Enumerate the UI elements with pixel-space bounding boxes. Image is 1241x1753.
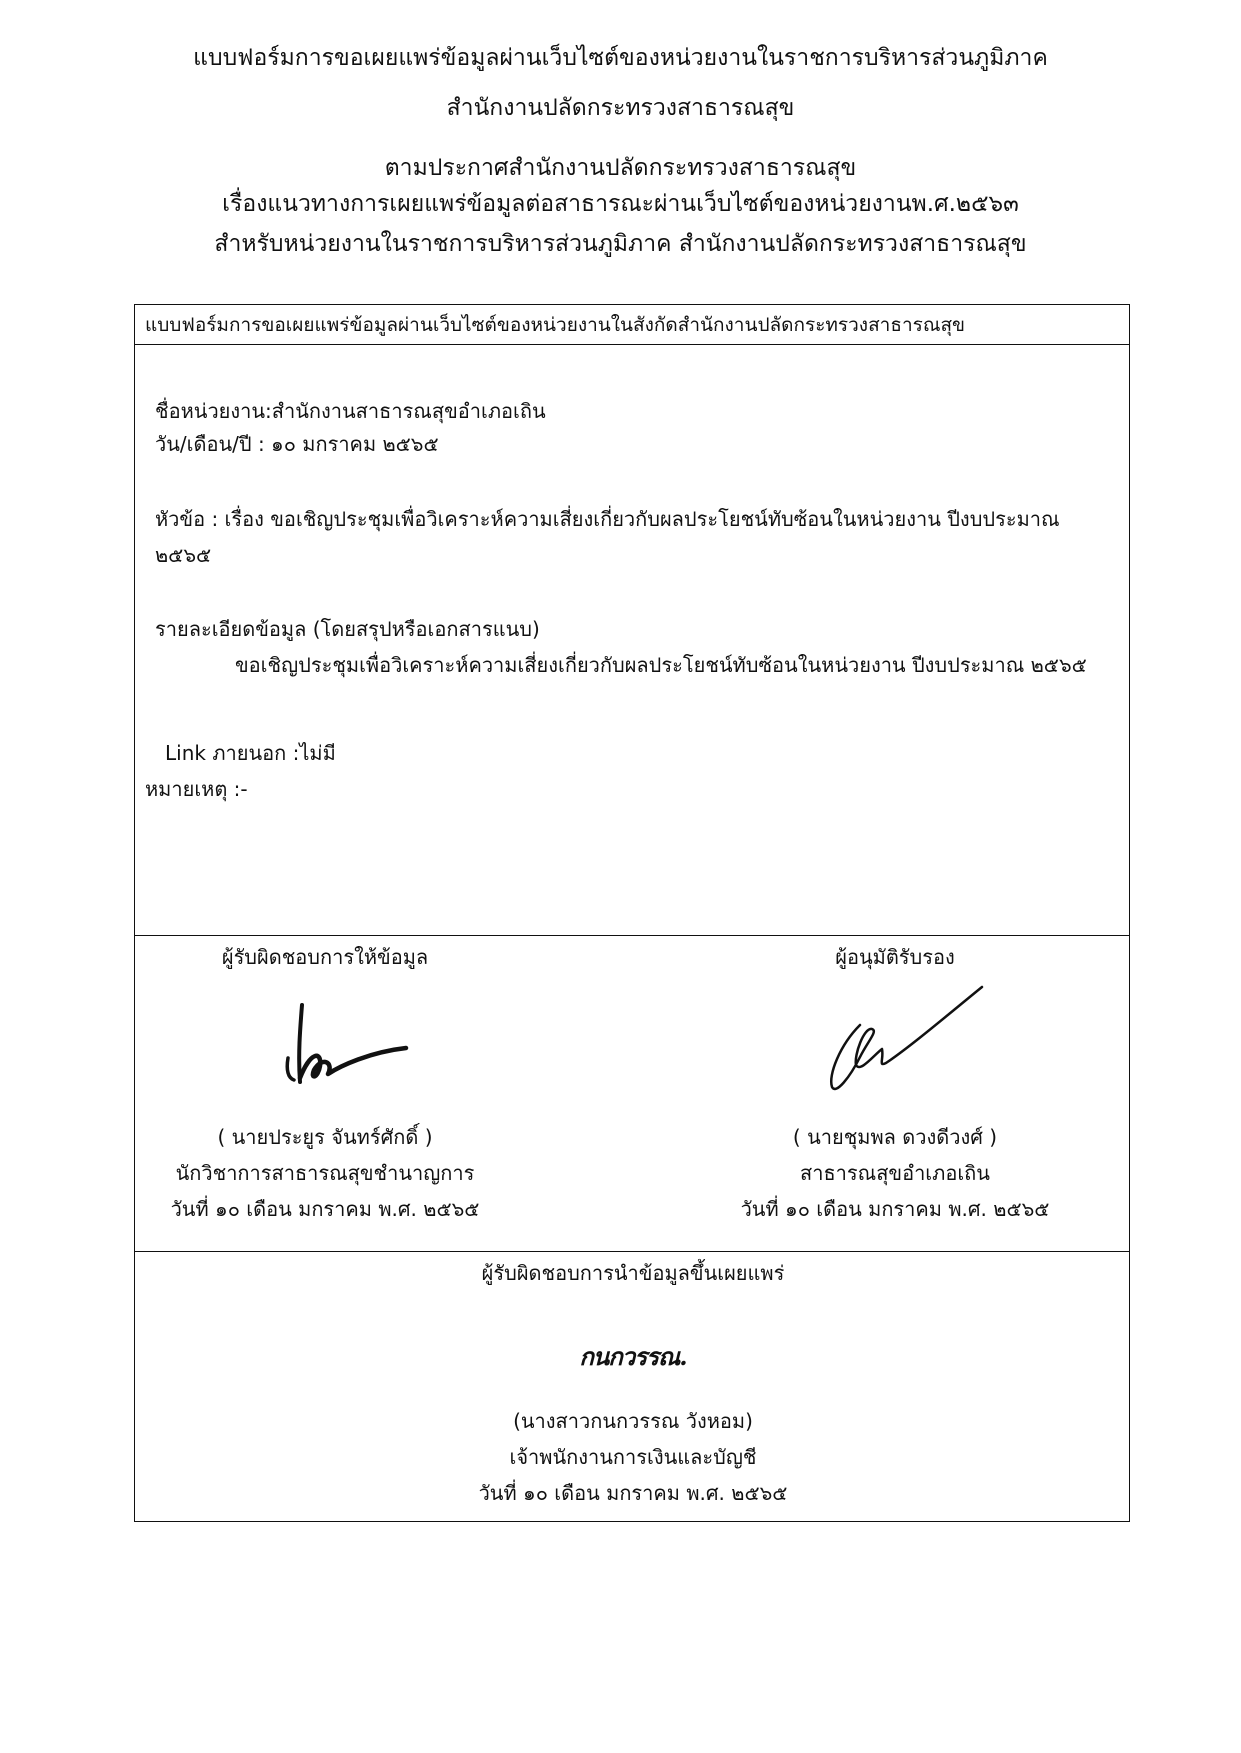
unit-name: ชื่อหน่วยงาน:สำนักงานสาธารณสุขอำเภอเถิน bbox=[155, 399, 546, 423]
publisher-signature: กนกวรรณ. bbox=[579, 1342, 687, 1371]
publisher-heading: ผู้รับผิดชอบการนำข้อมูลขึ้นเผยแพร่ bbox=[481, 1261, 785, 1285]
header-line-2: สำนักงานปลัดกระทรวงสาธารณสุข bbox=[446, 95, 795, 121]
publisher-position: เจ้าพนักงานการเงินและบัญชี bbox=[509, 1445, 757, 1469]
approver-name: ( นายชุมพล ดวงดีวงศ์ ) bbox=[792, 1125, 998, 1149]
detail-label: รายละเอียดข้อมูล (โดยสรุปหรือเอกสารแนบ) bbox=[155, 617, 540, 641]
topic-line-1: หัวข้อ : เรื่อง ขอเชิญประชุมเพื่อวิเคราะห์ความเสี่ยงเกี่ยวกับผลประโยชน์ทับซ้อนในหน่วยงาน ปีงบประมาณ bbox=[155, 507, 1060, 531]
approver-heading: ผู้อนุมัติรับรอง bbox=[835, 945, 955, 969]
divider-publisher bbox=[135, 1251, 1129, 1252]
form-title: แบบฟอร์มการขอเผยแพร่ข้อมูลผ่านเว็บไซต์ของหน่วยงานในสังกัดสำนักงานปลัดกระทรวงสาธารณสุข bbox=[145, 314, 966, 336]
detail-text: ขอเชิญประชุมเพื่อวิเคราะห์ความเสี่ยงเกี่ยวกับผลประโยชน์ทับซ้อนในหน่วยงาน ปีงบประมาณ ๒๕๖๕ bbox=[235, 653, 1087, 677]
approver-position: สาธารณสุขอำเภอเถิน bbox=[800, 1161, 990, 1185]
publisher-name: (นางสาวกนกวรรณ วังหอม) bbox=[513, 1409, 753, 1433]
header-line-4: เรื่องแนวทางการเผยแพร่ข้อมูลต่อสาธารณะผ่านเว็บไซต์ของหน่วยงานพ.ศ.๒๕๖๓ bbox=[222, 191, 1019, 217]
responsible-heading: ผู้รับผิดชอบการให้ข้อมูล bbox=[221, 945, 429, 969]
responsible-name: ( นายประยูร จันทร์ศักดิ์ ) bbox=[217, 1125, 433, 1149]
form-date: วัน/เดือน/ปี : ๑๐ มกราคม ๒๕๖๕ bbox=[155, 432, 439, 456]
external-link: Link ภายนอก :ไม่มี bbox=[165, 741, 336, 765]
publisher-date: วันที่ ๑๐ เดือน มกราคม พ.ศ. ๒๕๖๕ bbox=[478, 1481, 788, 1505]
divider-signatures bbox=[135, 935, 1129, 936]
topic-line-2: ๒๕๖๕ bbox=[155, 543, 212, 567]
publication-form bbox=[134, 304, 1130, 1522]
header-line-3: ตามประกาศสำนักงานปลัดกระทรวงสาธารณสุข bbox=[384, 155, 857, 181]
note: หมายเหตุ :- bbox=[145, 777, 248, 801]
responsible-signature-icon bbox=[270, 1000, 410, 1090]
responsible-position: นักวิชาการสาธารณสุขชำนาญการ bbox=[175, 1161, 475, 1185]
header-line-1: แบบฟอร์มการขอเผยแพร่ข้อมูลผ่านเว็บไซต์ของหน่วยงานในราชการบริหารส่วนภูมิภาค bbox=[193, 45, 1048, 71]
approver-date: วันที่ ๑๐ เดือน มกราคม พ.ศ. ๒๕๖๕ bbox=[740, 1197, 1050, 1221]
header-line-5: สำหรับหน่วยงานในราชการบริหารส่วนภูมิภาค สำนักงานปลัดกระทรวงสาธารณสุข bbox=[214, 231, 1027, 257]
responsible-date: วันที่ ๑๐ เดือน มกราคม พ.ศ. ๒๕๖๕ bbox=[170, 1197, 480, 1221]
divider-title bbox=[135, 344, 1129, 345]
approver-signature-icon bbox=[820, 985, 990, 1095]
